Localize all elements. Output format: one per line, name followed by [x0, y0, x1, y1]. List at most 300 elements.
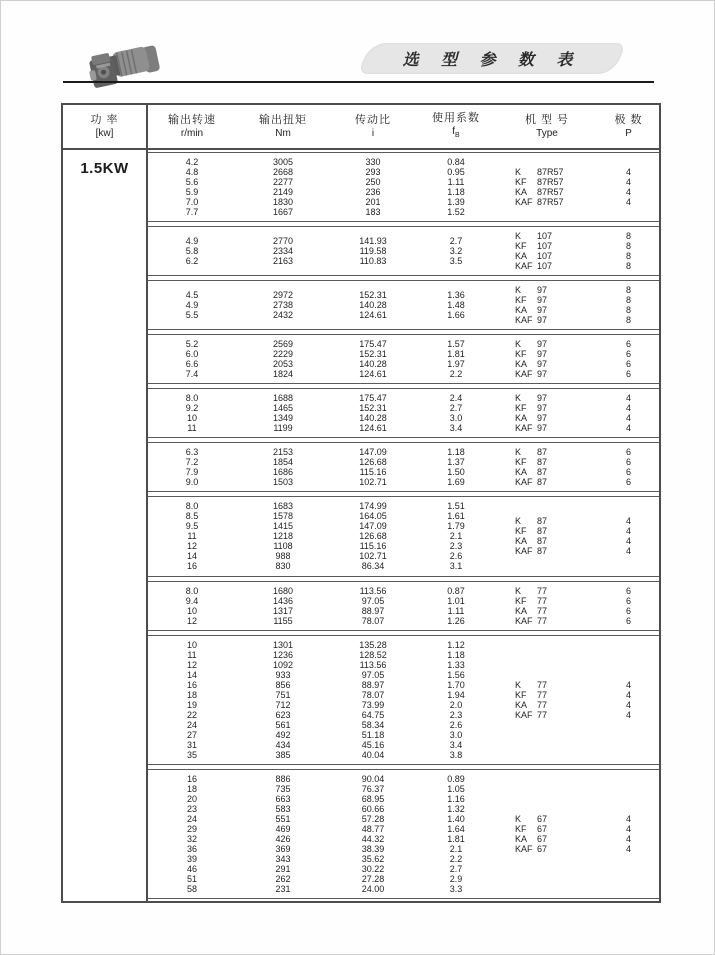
speed: 12 — [186, 659, 197, 670]
speed: 4.9 — [185, 236, 199, 247]
factor: 0.84 — [447, 157, 465, 168]
speed: 16 — [186, 561, 197, 572]
speed: 8.5 — [185, 511, 199, 522]
speed: 5.9 — [185, 187, 199, 198]
poles-cell: 8 — [625, 241, 631, 252]
speed: 11 — [187, 423, 197, 434]
factor: 1.11 — [447, 605, 465, 616]
ratio: 293 — [365, 167, 381, 178]
torque: 2334 — [272, 246, 294, 257]
poles-cell: 4 — [625, 546, 631, 557]
poles-cell: 8 — [625, 305, 631, 316]
torque: 426 — [275, 833, 291, 844]
factor: 1.50 — [447, 467, 465, 478]
ratio: 174.99 — [359, 501, 387, 512]
torque: 1317 — [272, 605, 294, 616]
factor: 1.61 — [447, 511, 465, 522]
torque: 469 — [275, 823, 291, 834]
type-cell: KF 97 — [515, 295, 548, 306]
poles-cell: 4 — [625, 187, 631, 198]
table-header-row — [63, 105, 659, 150]
type-cell: KF 97 — [515, 349, 548, 360]
torque: 988 — [275, 551, 291, 562]
factor-column — [416, 285, 496, 325]
ratio: 141.93 — [359, 236, 387, 247]
torque: 1199 — [273, 423, 293, 434]
torque: 2738 — [272, 300, 294, 311]
torque: 1155 — [273, 615, 293, 626]
type-cell: KF 67 — [515, 823, 548, 834]
ratio: 78.07 — [361, 615, 385, 626]
torque: 751 — [275, 689, 291, 700]
speed: 12 — [186, 615, 197, 626]
ratio: 40.04 — [361, 749, 385, 760]
type-column — [496, 774, 598, 894]
torque: 1503 — [272, 477, 294, 488]
speed: 5.8 — [185, 246, 199, 257]
ratio-column — [330, 393, 416, 433]
speed: 8.0 — [185, 393, 199, 404]
torque: 583 — [275, 803, 291, 814]
factor: 1.81 — [447, 349, 465, 360]
table-row-group — [148, 496, 659, 576]
torque-column — [236, 586, 330, 626]
torque: 2569 — [272, 339, 294, 350]
gearmotor-logo-image — [89, 39, 167, 91]
ratio: 124.61 — [359, 310, 387, 321]
speed: 8.0 — [185, 585, 199, 596]
type-cell: KA 97 — [515, 413, 548, 424]
factor: 2.4 — [449, 393, 463, 404]
ratio: 102.71 — [359, 551, 387, 562]
torque: 434 — [275, 739, 291, 750]
ratio: 152.31 — [359, 403, 387, 414]
torque: 291 — [275, 863, 291, 874]
speed: 6.3 — [185, 447, 199, 458]
torque: 343 — [275, 853, 291, 864]
speed: 58 — [186, 883, 197, 894]
factor: 3.3 — [449, 883, 463, 894]
speed: 35 — [186, 749, 197, 760]
poles-cell: 4 — [625, 689, 631, 700]
factor-column — [416, 157, 496, 217]
speed-column — [148, 640, 236, 760]
type-column — [496, 339, 598, 379]
speed: 8.0 — [185, 501, 199, 512]
ratio: 135.28 — [359, 639, 387, 650]
table-row-group — [148, 769, 659, 899]
speed: 16 — [186, 679, 197, 690]
speed: 32 — [186, 833, 197, 844]
factor: 1.51 — [447, 501, 465, 512]
ratio: 27.28 — [361, 873, 385, 884]
type-cell: KAF 107 — [515, 261, 553, 272]
factor-column — [416, 447, 496, 487]
speed: 9.5 — [185, 521, 199, 532]
torque: 1301 — [272, 639, 294, 650]
ratio-column — [330, 586, 416, 626]
speed: 4.8 — [185, 167, 199, 178]
speed: 7.7 — [185, 207, 199, 218]
ratio: 97.05 — [361, 669, 385, 680]
poles-cell: 4 — [625, 413, 631, 424]
poles-column — [598, 393, 659, 433]
ratio: 152.31 — [359, 290, 387, 301]
poles-column — [598, 157, 659, 217]
torque: 1236 — [272, 649, 294, 660]
ratio-column — [330, 447, 416, 487]
speed: 4.2 — [185, 157, 199, 168]
col-header-poles: 极 数 P — [614, 114, 643, 139]
factor: 2.3 — [449, 709, 463, 720]
ratio-column — [330, 285, 416, 325]
factor-column — [416, 393, 496, 433]
type-cell: KA 87 — [515, 536, 548, 547]
type-column — [496, 640, 598, 760]
factor: 1.11 — [447, 177, 465, 188]
ratio: 113.56 — [359, 585, 387, 596]
ratio: 68.95 — [361, 793, 385, 804]
ratio: 164.05 — [359, 511, 387, 522]
factor: 2.2 — [449, 369, 463, 380]
speed: 18 — [186, 689, 197, 700]
poles-cell: 4 — [625, 423, 631, 434]
ratio: 35.62 — [361, 853, 385, 864]
ratio: 57.28 — [361, 813, 385, 824]
speed: 23 — [186, 803, 197, 814]
speed: 24 — [186, 813, 197, 824]
speed: 20 — [186, 793, 197, 804]
table-row-group — [148, 635, 659, 765]
torque: 933 — [275, 669, 291, 680]
poles-cell: 4 — [625, 679, 631, 690]
poles-cell: 6 — [625, 359, 631, 370]
factor: 1.94 — [447, 689, 465, 700]
type-column — [496, 447, 598, 487]
col-header-ratio: 传动比 i — [355, 114, 391, 139]
type-cell: KAF 97 — [515, 369, 548, 380]
col-header-power: 功 率 [kw] — [63, 105, 148, 148]
type-cell: K 67 — [515, 813, 548, 824]
factor: 1.57 — [447, 339, 465, 350]
poles-cell: 4 — [625, 403, 631, 414]
speed: 6.0 — [185, 349, 199, 360]
factor: 1.81 — [447, 833, 465, 844]
factor: 1.12 — [447, 639, 465, 650]
factor-column — [416, 774, 496, 894]
factor: 3.1 — [449, 561, 463, 572]
torque: 1108 — [273, 541, 293, 552]
torque: 1854 — [272, 457, 294, 468]
factor-column — [416, 339, 496, 379]
speed: 5.6 — [185, 177, 199, 188]
poles-cell: 4 — [625, 813, 631, 824]
factor: 1.52 — [447, 207, 465, 218]
torque-column — [236, 640, 330, 760]
torque: 1465 — [272, 403, 294, 414]
ratio: 24.00 — [361, 883, 385, 894]
table-row-group — [148, 226, 659, 276]
table-row-group — [148, 388, 659, 438]
factor: 1.97 — [447, 359, 465, 370]
factor: 2.7 — [449, 236, 463, 247]
poles-cell: 4 — [625, 823, 631, 834]
speed: 31 — [186, 739, 197, 750]
type-column — [496, 501, 598, 571]
speed: 5.2 — [185, 339, 199, 350]
type-cell: KF 87 — [515, 457, 548, 468]
type-cell: KAF 77 — [515, 709, 548, 720]
torque: 2770 — [272, 236, 294, 247]
factor-column — [416, 586, 496, 626]
factor: 1.37 — [447, 457, 465, 468]
factor: 1.32 — [447, 803, 465, 814]
ratio: 51.18 — [361, 729, 385, 740]
factor: 2.6 — [449, 719, 463, 730]
ratio-column — [330, 774, 416, 894]
page-title-band — [364, 43, 620, 74]
type-cell: KA 107 — [515, 251, 553, 262]
type-column — [496, 393, 598, 433]
torque: 1667 — [272, 207, 294, 218]
poles-cell: 8 — [625, 285, 631, 296]
type-cell: K 97 — [515, 285, 548, 296]
factor: 3.0 — [449, 729, 463, 740]
poles-cell: 6 — [625, 477, 631, 488]
ratio: 88.97 — [361, 679, 385, 690]
speed: 16 — [186, 773, 197, 784]
ratio: 115.16 — [359, 541, 387, 552]
torque: 663 — [275, 793, 291, 804]
poles-cell: 6 — [625, 467, 631, 478]
speed: 4.9 — [185, 300, 199, 311]
type-cell: KA 87R57 — [515, 187, 564, 198]
poles-cell: 6 — [625, 585, 631, 596]
ratio: 236 — [365, 187, 381, 198]
torque: 492 — [275, 729, 291, 740]
ratio: 45.16 — [361, 739, 385, 750]
factor: 1.70 — [447, 679, 465, 690]
poles-column — [598, 447, 659, 487]
poles-cell: 6 — [625, 369, 631, 380]
speed: 19 — [186, 699, 197, 710]
type-cell: KF 97 — [515, 403, 548, 414]
torque: 830 — [275, 561, 291, 572]
ratio-column — [330, 157, 416, 217]
table-row-group — [148, 280, 659, 330]
page-title: 选 型 参 数 表 — [402, 52, 582, 69]
poles-cell: 6 — [625, 349, 631, 360]
torque: 886 — [275, 773, 291, 784]
speed-column — [148, 586, 236, 626]
type-cell: KAF 97 — [515, 315, 548, 326]
ratio: 110.83 — [359, 256, 387, 267]
torque: 2432 — [272, 310, 294, 321]
type-cell: K 87R57 — [515, 167, 564, 178]
speed: 7.9 — [185, 467, 199, 478]
ratio: 128.52 — [359, 649, 387, 660]
type-cell: KAF 97 — [515, 423, 548, 434]
ratio: 175.47 — [359, 339, 387, 350]
speed: 39 — [186, 853, 197, 864]
factor: 2.3 — [449, 541, 463, 552]
torque-column — [236, 231, 330, 271]
speed-column — [148, 157, 236, 217]
poles-cell: 4 — [625, 843, 631, 854]
speed: 11 — [187, 649, 197, 660]
type-cell: KAF 87R57 — [515, 197, 564, 208]
factor: 1.18 — [447, 649, 465, 660]
torque: 262 — [275, 873, 291, 884]
ratio: 147.09 — [359, 521, 387, 532]
type-cell: KAF 67 — [515, 843, 548, 854]
speed: 7.0 — [185, 197, 199, 208]
speed: 7.4 — [185, 369, 199, 380]
torque-column — [236, 393, 330, 433]
factor-column — [416, 501, 496, 571]
factor: 2.6 — [449, 551, 463, 562]
torque: 735 — [275, 783, 291, 794]
speed-column — [148, 501, 236, 571]
type-cell: K 87 — [515, 447, 548, 458]
ratio: 86.34 — [361, 561, 385, 572]
type-cell: KF 77 — [515, 595, 548, 606]
type-cell: KF 87 — [515, 526, 548, 537]
poles-cell: 6 — [625, 615, 631, 626]
type-cell: K 77 — [515, 679, 548, 690]
factor: 1.18 — [447, 447, 465, 458]
torque: 2668 — [272, 167, 294, 178]
param-table — [61, 103, 661, 903]
speed: 27 — [186, 729, 197, 740]
type-cell: KAF 87 — [515, 546, 548, 557]
factor: 1.64 — [447, 823, 465, 834]
torque: 2972 — [272, 290, 294, 301]
factor: 1.39 — [447, 197, 465, 208]
poles-cell: 6 — [625, 605, 631, 616]
torque: 1680 — [272, 585, 294, 596]
row-groups — [148, 150, 659, 901]
col-header-type: 机 型 号 Type — [524, 114, 570, 139]
torque: 551 — [275, 813, 291, 824]
ratio: 119.58 — [359, 246, 387, 257]
speed: 9.0 — [185, 477, 199, 488]
poles-cell: 8 — [625, 231, 631, 242]
ratio: 183 — [365, 207, 381, 218]
poles-cell: 4 — [625, 526, 631, 537]
torque: 1683 — [272, 501, 294, 512]
ratio: 250 — [365, 177, 381, 188]
ratio: 78.07 — [361, 689, 385, 700]
type-column — [496, 157, 598, 217]
table-row-group — [148, 152, 659, 222]
ratio: 48.77 — [361, 823, 385, 834]
type-column — [496, 231, 598, 271]
ratio: 201 — [365, 197, 381, 208]
type-cell: KA 87 — [515, 467, 548, 478]
factor: 1.16 — [447, 793, 465, 804]
ratio: 76.37 — [361, 783, 385, 794]
speed-column — [148, 339, 236, 379]
ratio: 64.75 — [361, 709, 385, 720]
type-cell: KA 97 — [515, 305, 548, 316]
speed: 51 — [186, 873, 197, 884]
speed: 5.5 — [185, 310, 199, 321]
speed: 6.2 — [185, 256, 199, 267]
type-cell: K 77 — [515, 585, 548, 596]
type-cell: KA 77 — [515, 605, 548, 616]
poles-cell: 4 — [625, 393, 631, 404]
speed: 9.4 — [185, 595, 199, 606]
ratio-column — [330, 339, 416, 379]
torque: 231 — [275, 883, 291, 894]
gearmotor-icon — [89, 39, 167, 91]
factor: 2.1 — [449, 843, 463, 854]
poles-cell: 4 — [625, 177, 631, 188]
speed: 36 — [186, 843, 197, 854]
factor: 1.33 — [447, 659, 465, 670]
factor: 1.36 — [447, 290, 465, 301]
factor: 2.7 — [449, 403, 463, 414]
factor: 1.79 — [447, 521, 465, 532]
type-cell: KA 67 — [515, 833, 548, 844]
speed: 7.2 — [185, 457, 199, 468]
factor: 2.1 — [449, 531, 463, 542]
poles-cell: 4 — [625, 709, 631, 720]
poles-cell: 4 — [625, 167, 631, 178]
ratio: 73.99 — [361, 699, 385, 710]
ratio: 140.28 — [359, 413, 387, 424]
ratio: 147.09 — [359, 447, 387, 458]
torque: 623 — [275, 709, 291, 720]
speed-column — [148, 285, 236, 325]
factor: 3.0 — [449, 413, 463, 424]
torque: 1830 — [272, 197, 294, 208]
speed-column — [148, 774, 236, 894]
speed: 12 — [186, 541, 197, 552]
poles-cell: 8 — [625, 315, 631, 326]
torque: 2149 — [272, 187, 294, 198]
type-cell: KF 107 — [515, 241, 553, 252]
torque-column — [236, 447, 330, 487]
factor: 1.01 — [447, 595, 465, 606]
speed: 46 — [186, 863, 197, 874]
torque-column — [236, 285, 330, 325]
factor: 2.7 — [449, 863, 463, 874]
table-body — [63, 150, 659, 901]
poles-cell: 6 — [625, 457, 631, 468]
speed: 6.6 — [185, 359, 199, 370]
torque: 2277 — [272, 177, 294, 188]
factor: 1.69 — [447, 477, 465, 488]
torque: 1688 — [272, 393, 294, 404]
torque: 1218 — [272, 531, 294, 542]
factor-column — [416, 640, 496, 760]
speed: 24 — [186, 719, 197, 730]
factor: 1.48 — [447, 300, 465, 311]
ratio: 115.16 — [359, 467, 387, 478]
speed: 18 — [186, 783, 197, 794]
type-cell: KF 77 — [515, 689, 548, 700]
ratio-column — [330, 501, 416, 571]
col-header-speed: 输出转速 r/min — [168, 114, 216, 139]
speed-column — [148, 393, 236, 433]
table-row-group — [148, 442, 659, 492]
header-divider-line — [63, 81, 654, 83]
factor: 3.2 — [449, 246, 463, 257]
ratio: 330 — [365, 157, 381, 168]
speed: 22 — [186, 709, 197, 720]
